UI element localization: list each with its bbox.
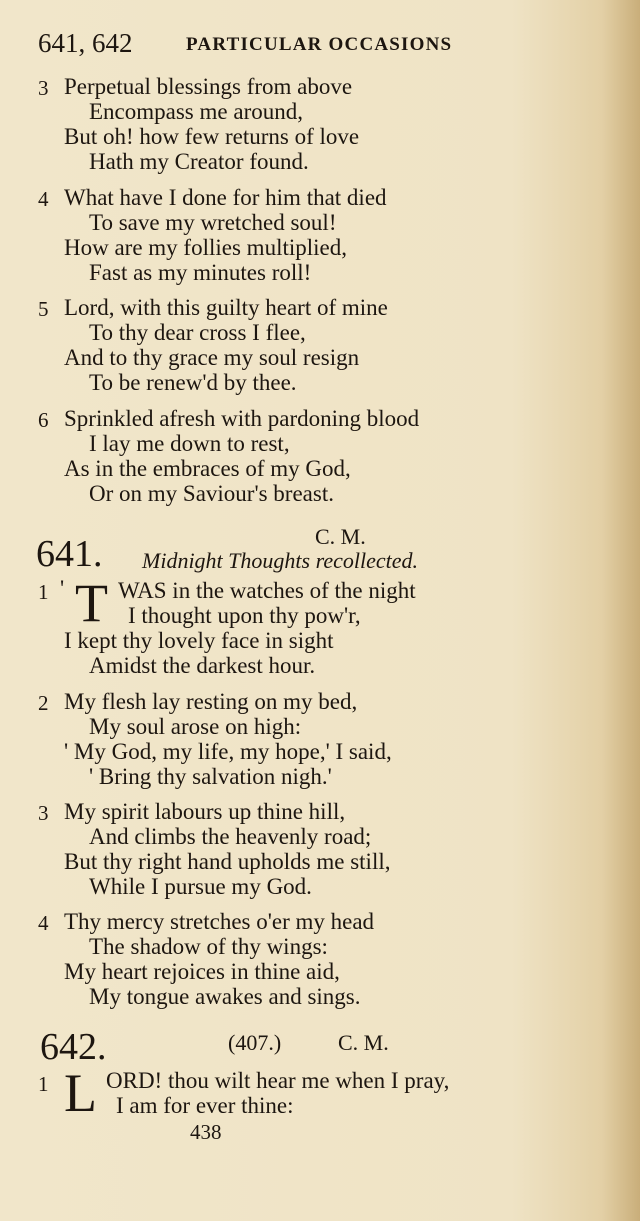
hymn-number: 641.: [36, 533, 103, 575]
verse-line: Or on my Saviour's breast.: [89, 481, 334, 506]
hymn-reference: (407.): [228, 1030, 282, 1055]
verse-line: To save my wretched soul!: [89, 210, 337, 235]
drop-cap: T: [75, 573, 108, 633]
stanza-number: 4: [38, 187, 49, 211]
stanza-number: 1: [38, 580, 49, 604]
verse-line: WAS in the watches of the night: [118, 578, 416, 603]
verse-line: While I pursue my God.: [89, 874, 312, 899]
hymn-number: 642.: [40, 1026, 107, 1068]
verse-line: The shadow of thy wings:: [89, 934, 328, 959]
verse-line: Lord, with this guilty heart of mine: [64, 295, 388, 320]
hymn-meter: C. M.: [338, 1030, 389, 1055]
stanza-number: 3: [38, 801, 49, 825]
verse-line: My flesh lay resting on my bed,: [64, 689, 358, 714]
hymn-title: Midnight Thoughts recollected.: [142, 548, 418, 573]
verse-line: My spirit labours up thine hill,: [64, 799, 346, 824]
verse-line: Thy mercy stretches o'er my head: [64, 909, 375, 934]
stanza-number: 5: [38, 297, 49, 321]
verse-line: My heart rejoices in thine aid,: [64, 959, 340, 984]
stanza-number: 2: [38, 691, 49, 715]
verse-line: I thought upon thy pow'r,: [128, 603, 361, 628]
verse-line: To thy dear cross I flee,: [89, 320, 306, 345]
verse-line: ' Bring thy salvation nigh.': [89, 764, 332, 789]
stanza-number: 3: [38, 76, 49, 100]
header-hymn-numbers: 641, 642: [38, 28, 133, 58]
drop-cap: L: [64, 1063, 97, 1123]
verse-line: I am for ever thine:: [116, 1093, 294, 1118]
verse-line: And climbs the heavenly road;: [89, 824, 372, 849]
verse-line: What have I done for him that died: [64, 185, 387, 210]
verse-line: To be renew'd by thee.: [89, 370, 297, 395]
stanza-number: 4: [38, 911, 49, 935]
verse-line: But thy right hand upholds me still,: [64, 849, 391, 874]
verse-line: How are my follies multiplied,: [64, 235, 347, 260]
verse-line: As in the embraces of my God,: [64, 456, 351, 481]
verse-line: ORD! thou wilt hear me when I pray,: [106, 1068, 450, 1093]
verse-line: Perpetual blessings from above: [64, 74, 353, 99]
header-title: PARTICULAR OCCASIONS: [186, 34, 453, 55]
stanza-number: 6: [38, 408, 49, 432]
verse-line: Hath my Creator found.: [89, 149, 309, 174]
verse-line: Amidst the darkest hour.: [89, 653, 316, 678]
verse-line: ' My God, my life, my hope,' I said,: [64, 739, 392, 764]
verse-line: My soul arose on high:: [89, 714, 302, 739]
verse-line: My tongue awakes and sings.: [89, 984, 361, 1009]
verse-line: But oh! how few returns of love: [64, 124, 360, 149]
hymn-meter: C. M.: [315, 524, 366, 549]
verse-line: And to thy grace my soul resign: [64, 345, 360, 370]
opening-quote: ': [60, 576, 65, 601]
verse-line: I kept thy lovely face in sight: [64, 628, 334, 653]
stanza-number: 1: [38, 1072, 49, 1096]
verse-line: I lay me down to rest,: [89, 431, 290, 456]
verse-line: Fast as my minutes roll!: [89, 260, 312, 285]
page-number: 438: [190, 1120, 222, 1144]
verse-line: Sprinkled afresh with pardoning blood: [64, 406, 420, 431]
verse-line: Encompass me around,: [89, 99, 303, 124]
